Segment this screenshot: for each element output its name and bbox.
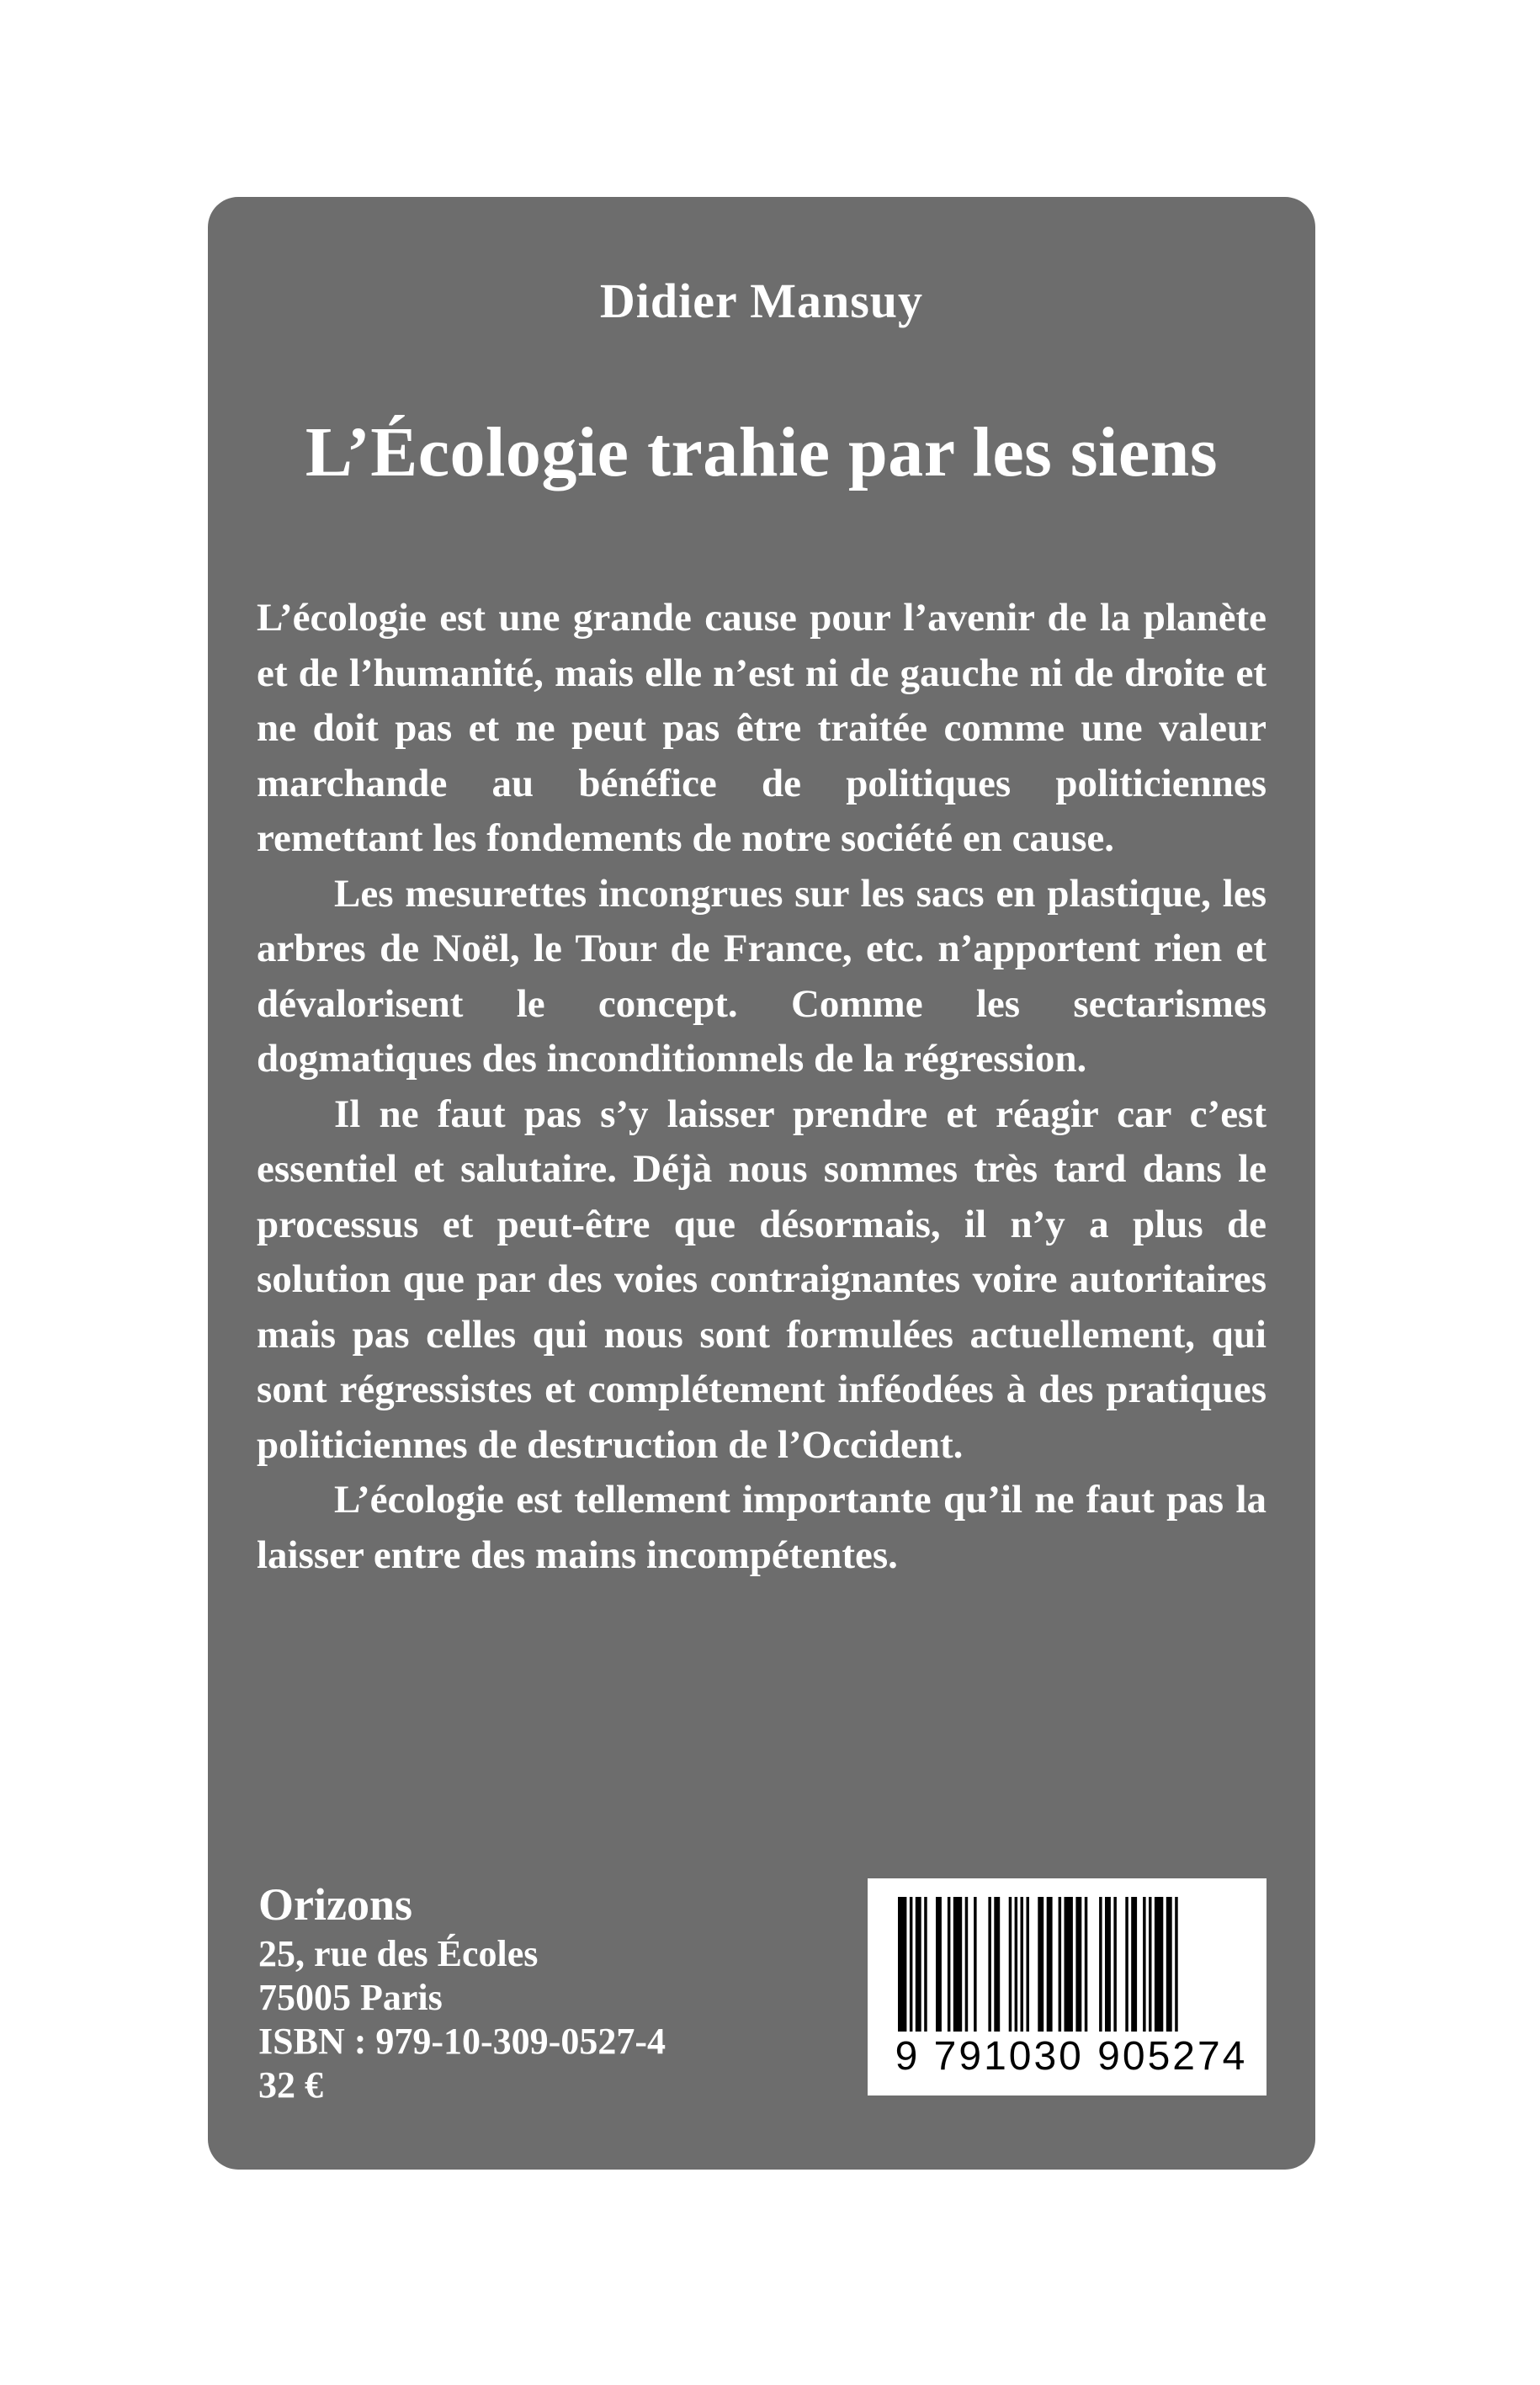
price: 32 € [258,2064,323,2106]
barcode-bar [916,1897,921,2032]
author-name: Didier Mansuy [599,274,924,328]
blurb-paragraph-4: L’écologie est tellement importante qu’il ne faut pas la laisser entre des mains incompétentes. [257,1478,1267,1577]
barcode-bar [1099,1897,1102,2032]
barcode-bar [953,1897,962,2032]
barcode-bar [1149,1897,1152,2032]
barcode-bar [1009,1897,1012,2032]
barcode-bar [910,1897,913,2032]
publisher-street: 25, rue des Écoles [258,1933,539,1974]
barcode-bar [1131,1897,1137,2032]
barcode-bar [1105,1897,1111,2032]
barcode-bar [948,1897,951,2032]
blurb-paragraph-3: Il ne faut pas s’y laisser prendre et réagir car c’est essentiel et salutaire. Déjà nous sommes très tard dans le processus et peut-être que désormais, il n’y a plus de solution que par des voies contraignantes voire autoritaires mais pas celles qui nous sont formulées actuellement, qui sont régressistes et complétement inféodées à des pratiques politiciennes de destruction de l’Occident. [257,1092,1267,1467]
barcode-bar [1113,1897,1117,2032]
publisher-name: Orizons [258,1879,412,1930]
barcode-bar [1155,1897,1163,2032]
barcode-bar [988,1897,991,2032]
barcode-bar [1015,1897,1018,2032]
barcode-bar [1047,1897,1053,2032]
barcode-bar [898,1897,906,2032]
book-back-cover [208,197,1315,2170]
book-title: L’Écologie trahie par les siens [305,413,1219,491]
blurb-paragraph-1: L’écologie est une grande cause pour l’avenir de la planète et de l’humanité, mais elle n’est ni de gauche ni de droite et ne doit pas et ne peut pas être traitée comme une valeur marchande au bénéfice de politiques politiciennes remettant les fondements de notre société en cause. [257,596,1267,860]
barcode-bar [1175,1897,1178,2032]
barcode [868,1878,1267,2096]
barcode-bar [994,1897,1000,2032]
blurb [257,591,1267,1583]
barcode-bar [1125,1897,1128,2032]
barcode-bar [1065,1897,1073,2032]
barcode-bar [965,1897,969,2032]
barcode-bar [974,1897,977,2032]
barcode-bar [1143,1897,1146,2032]
barcode-bar [1027,1897,1030,2032]
barcode-bar [1166,1897,1172,2032]
publisher-city: 75005 Paris [258,1977,443,2018]
isbn: ISBN : 979-10-309-0527-4 [258,2021,666,2062]
barcode-bar [1059,1897,1062,2032]
publisher-info [258,1877,666,2107]
barcode-bar [1085,1897,1088,2032]
barcode-bar [1075,1897,1081,2032]
barcode-bar [936,1897,942,2032]
barcode-bar [1021,1897,1024,2032]
blurb-paragraph-2: Les mesurettes incongrues sur les sacs en plastique, les arbres de Noël, le Tour de France, etc. n’apportent rien et dévalorisent le concept. Comme les sectarismes dogmatiques des inconditionnels de la régression. [257,871,1267,1081]
barcode-bar [1038,1897,1043,2032]
barcode-bar [924,1897,927,2032]
barcode-digits: 9 791030 905274 [895,2034,1248,2079]
